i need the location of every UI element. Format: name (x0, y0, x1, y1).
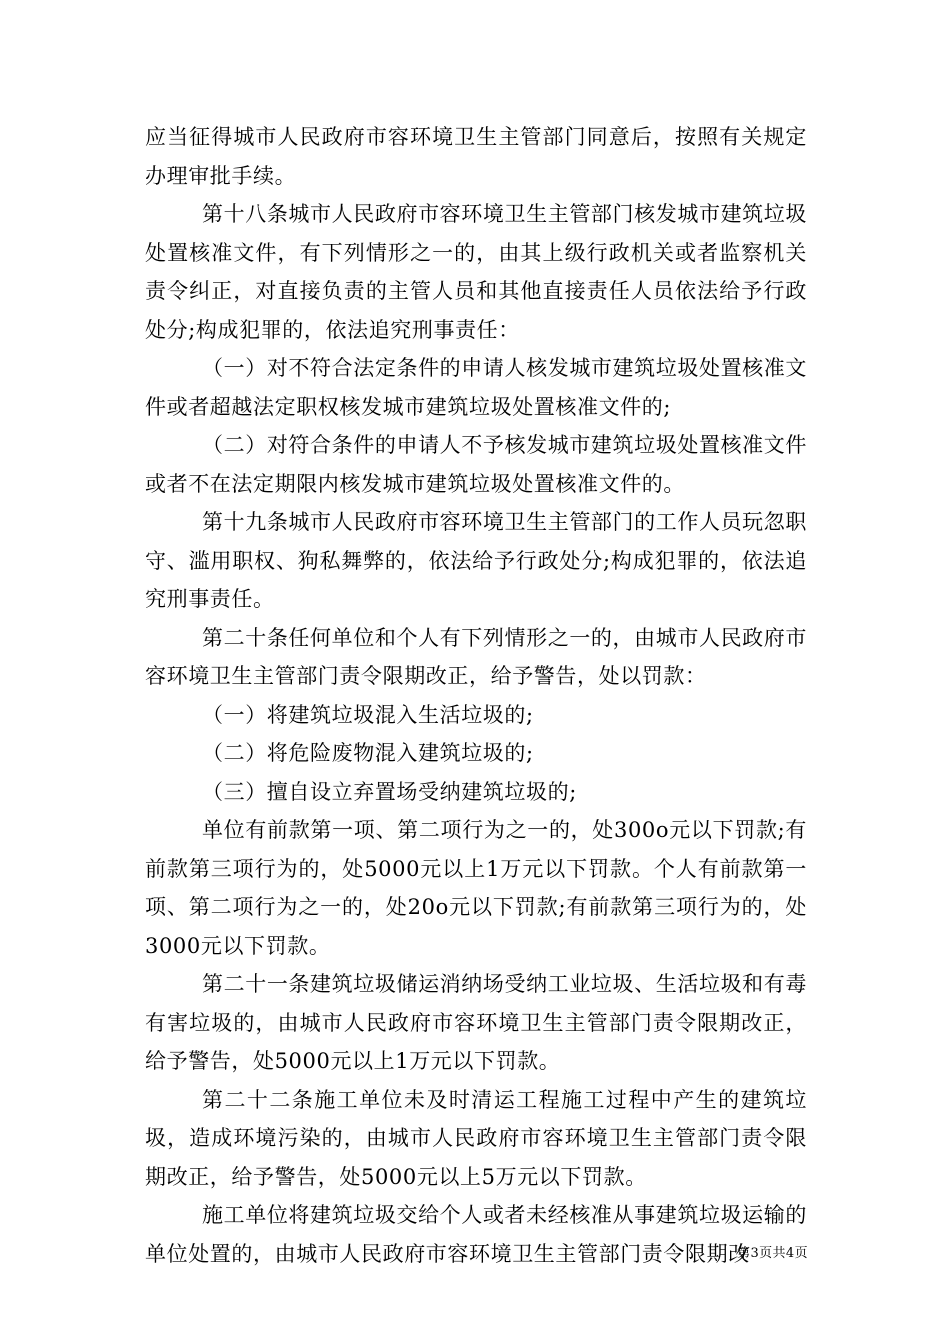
paragraph-continuation: 应当征得城市人民政府市容环境卫生主管部门同意后，按照有关规定办理审批手续。 (145, 125, 807, 188)
article-18-item-2: （二）对符合条件的申请人不予核发城市建筑垃圾处置核准文件或者不在法定期限内核发城市建筑垃圾处置核准文件的。 (145, 433, 807, 496)
article-20-penalties: 单位有前款第一项、第二项行为之一的，处300o元以下罚款;有前款第三项行为的，处5000元以上1万元以下罚款。个人有前款第一项、第二项行为之一的，处20o元以下罚款;有前款第三项行为的，处3000元以下罚款。 (145, 818, 807, 958)
document-body (145, 118, 807, 1273)
article-19: 第十九条城市人民政府市容环境卫生主管部门的工作人员玩忽职守、滥用职权、狗私舞弊的，依法给予行政处分;构成犯罪的，依法追究刑事责任。 (145, 510, 807, 611)
article-18: 第十八条城市人民政府市容环境卫生主管部门核发城市建筑垃圾处置核准文件，有下列情形之一的，由其上级行政机关或者监察机关责令纠正，对直接负责的主管人员和其他直接责任人员依法给予行政处分;构成犯罪的，依法追究刑事责任： (145, 202, 807, 342)
article-20-item-2: （二）将危险废物混入建筑垃圾的; (202, 741, 534, 765)
article-20-item-3: （三）擅自设立弃置场受纳建筑垃圾的; (202, 779, 577, 804)
article-22: 第二十二条施工单位未及时清运工程施工过程中产生的建筑垃圾，造成环境污染的，由城市人民政府市容环境卫生主管部门责令限期改正，给予警告，处5000元以上5万元以下罚款。 (145, 1087, 807, 1189)
article-21: 第二十一条建筑垃圾储运消纳场受纳工业垃圾、生活垃圾和有毒有害垃圾的，由城市人民政府市容环境卫生主管部门责令限期改正，给予警告，处5000元以上1万元以下罚款。 (145, 972, 807, 1073)
article-20: 第二十条任何单位和个人有下列情形之一的，由城市人民政府市容环境卫生主管部门责令限期改正，给予警告，处以罚款： (145, 625, 807, 688)
article-22-continuation: 施工单位将建筑垃圾交给个人或者未经核准从事建筑垃圾运输的单位处置的，由城市人民政府市容环境卫生主管部门责令限期改 (145, 1203, 807, 1266)
page-number: 第3页共4页 (737, 1246, 808, 1261)
article-20-item-1: （一）将建筑垃圾混入生活垃圾的; (202, 702, 534, 727)
article-18-item-1: （一）对不符合法定条件的申请人核发城市建筑垃圾处置核准文件或者超越法定职权核发城市建筑垃圾处置核准文件的; (145, 356, 807, 419)
